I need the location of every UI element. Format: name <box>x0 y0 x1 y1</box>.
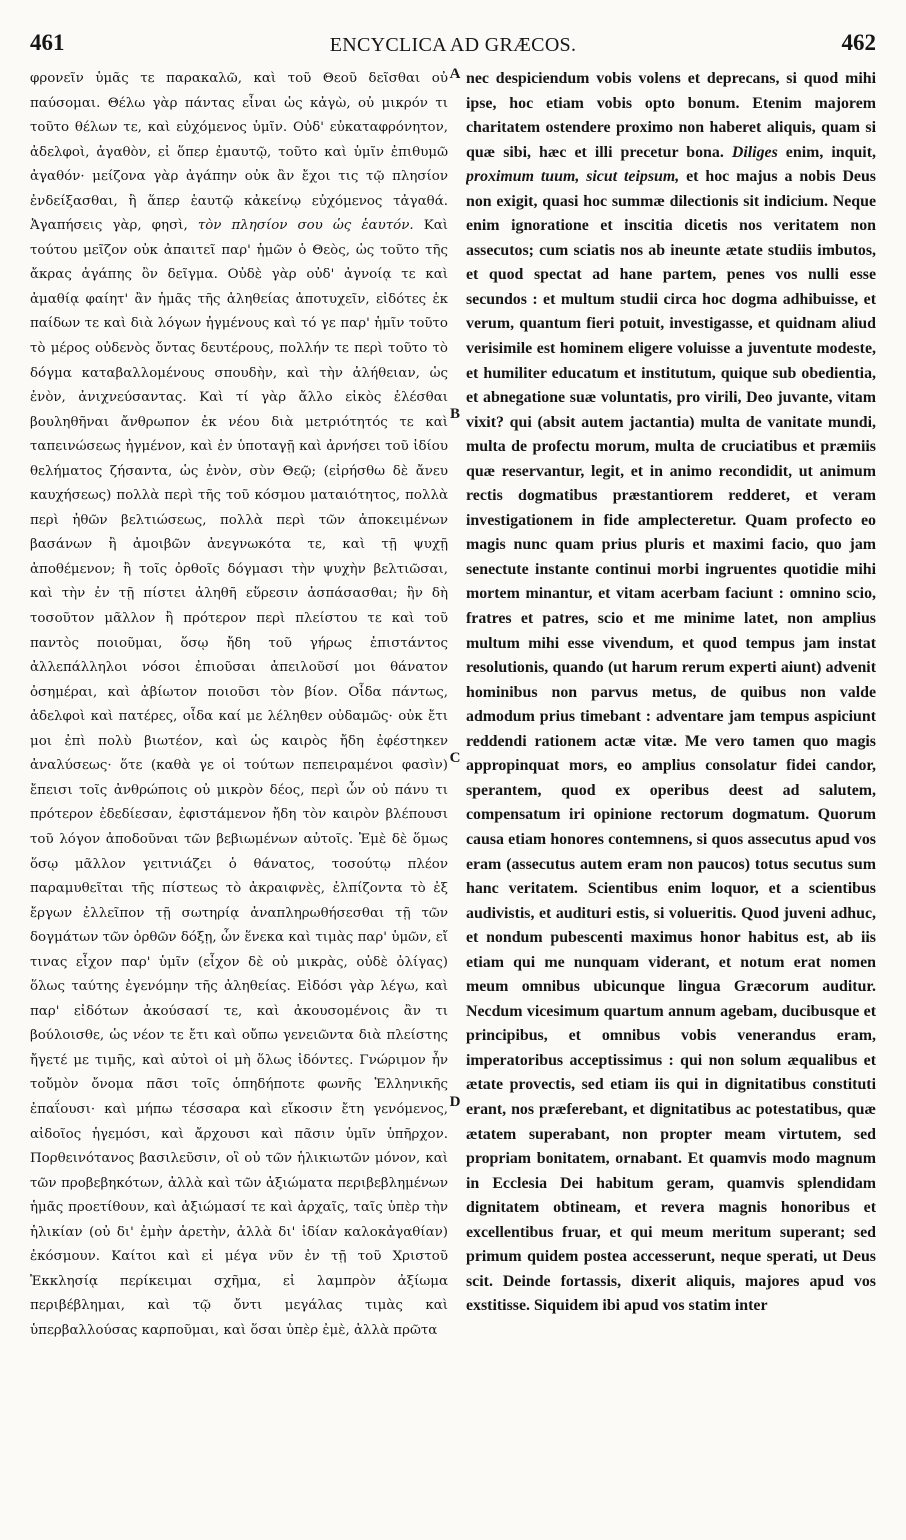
latin-column <box>466 67 876 1517</box>
latin-quote-intro: Diliges <box>731 143 778 161</box>
greek-quote-intro: Ἀγαπήσεις γὰρ, φησὶ, <box>30 218 188 234</box>
greek-column <box>30 67 448 1517</box>
running-title: ENCYCLICA AD GRÆCOS. <box>329 34 577 56</box>
section-marker-d: D <box>449 1094 461 1110</box>
latin-text-body: et hoc majus a nobis Deus non exigit, quasi hoc summæ dilectionis sit indicium. Neque enim ignoratione et inscitia dicetis nos veritatem non assecutos; cum sciatis nos ab ineunte ætate studiis imbutos, et quod spectat ad hane partem, penes vos nulli esse secundos : et multum studii circa hoc dogma adhibuisse, et verum, quantum fieri potuit, investigasse, et quidnam aliud verisimile est hominem eligere voluisse a juventute modeste, et humiliter educatum et institutum, quique sub obedientia, et abnegatione suæ voluntatis, pro virili, Deo juvante, vitam vixit? qui (absit autem jactantia) multa de vanitate mundi, multa de profectu morum, multa de cruciatibus et præmiis quæ reservantur, legit, et in animo recondidit, ut animum rectis dogmatibus præstantiorem redderet, et veram investigationem in fide amplecteretur. Quam profecto eo magis nunc quam prius pluris et maximi facio, quo jam senectute instante continui morbi ingruentes quotidie mihi mortem minantur, et vitam acerbam faciunt : omnino scio, fratres et patres, scio et me minime latet, non amplius multum mihi esse vivendum, et quod tempus jam instat resolutionis, quando (ut harum rerum experti aiunt) advenit hominibus non parvus metus, de quibus non valde admodum prius timebant : adventare jam tempus aspiciunt reddendi rationem actæ vitæ. Me vero tamen quo magis appropinquat mors, eo amplius consolatur fidei candor, sperantem, quod ex operibus deest ad salutem, compensatum iri opinione rectorum dogmatum. Quorum causa etiam honores contemnens, si quos assecutus apud vos eram (assecutus autem eram non paucos) totus secutus sum hanc veritatem. Scientibus enim loquor, et a scientibus audivistis, et audituri estis, si volueritis. Quod juveni adhuc, et nondum pubescenti maximus honor habitus est, ab iis etiam qui me nunquam viderant, et notum erat nomen meum omnibus ubicunque lingua Græcorum auditur. Necdum vicesimum quartum annum agebam, ducibusque et principibus, et omnibus vobis venerandus eram, imperatoribus acceptissimus : qui non solum æqualibus et ætate provectis, sed etiam iis qui in dignitatibus constituti erant, nos præferebant, et dignitatibus ac potestatibus, quæ ætatem superabant, non propter meam virtutem, sed propriam bonitatem, ornabant. Et quamvis modo magnum in Ecclesia Dei habitum geram, quamvis splendidam dignitatem obtineam, et revera magnis honoribus et excellentibus fruar, et qui meum meritum superant; sed primum quidem postea accesserunt, neque sperati, ut Deus scit. Deinde fortassis, dixerit aliquis, majores apud vos exstitisse. Siquidem ibi apud vos statim inter <box>466 168 876 1315</box>
greek-paragraph <box>30 67 448 1343</box>
greek-scripture-quote: τὸν πλησίον σου ὡς ἑαυτόν. <box>197 218 414 234</box>
page-number-right: 462 <box>841 30 876 55</box>
greek-text-body: Καὶ τούτου μεῖζον οὐκ ἀπαιτεῖ παρ' ἡμῶν ὁ Θεὸς, ὡς τοῦτο τῆς ἄκρας ἀγάπης ὂν δεῖγμα. Οὐδὲ γὰρ οὐδ' ἀγνοίᾳ τε καὶ ἀμαθίᾳ φαίητ' ἂν ἡμᾶς τῆς ἀληθείας ἀποτυχεῖν, εἰδότες ἐκ παίδων τε καὶ διὰ λόγων ἠγμένους καὶ τό γε παρ' ἡμῖν τοῦτο τὸ μέρος οὐδενὸς ὄντας δευτέρους, πολλήν τε περὶ τοῦτο τὸ δόγμα καταβαλλομένους σπουδὴν, καὶ τὴν ἀλήθειαν, ὡς ἐνὸν, ἀνιχνεύσαντας. Καὶ τί γὰρ ἄλλο εἰκὸς ἑλέσθαι βουληθῆναι ἄνθρωπον ἐκ νέου διὰ μετριότητός τε καὶ ταπεινώσεως ἠγμένον, καὶ ἐν ὑποταγῇ καὶ ἀρνήσει τοῦ ἰδίου θελήματος ζήσαντα, ὡς ἐνὸν, σὺν Θεῷ; (εἰρήσθω δὲ ἄνευ καυχήσεως) πολλὰ περὶ τῆς τοῦ κόσμου ματαιότητος, πολλὰ περὶ ἠθῶν βελτιώσεως, πολλὰ περὶ τῶν ἀποκειμένων βασάνων ἢ ἀμοιβῶν ἀνεγνωκότα τε, καὶ τῇ ψυχῇ ἀποθέμενον; ἢ τοῖς ὀρθοῖς δόγμασι τὴν ψυχὴν βελτιῶσαι, καὶ τὴν ἐν τῇ πίστει ἀληθῆ εὕρεσιν ἀσπάσασθαι; ἣν δὴ τοσοῦτον μᾶλλον ἢ πρότερον περὶ πλείστου τε καὶ τοῦ παντὸς ποιοῦμαι, ὅσῳ ἤδη τοῦ γήρως ἐπιστάντος ἀλλεπάλληλοι νόσοι ἐπιοῦσαι ἀπειλοῦσί μοι θάνατον ὁσημέραι, καὶ ἀβίωτον ποιοῦσι τὸν βίον. Οἶδα πάντως, ἀδελφοὶ καὶ πατέρες, οἶδα καί με λέληθεν οὐδαμῶς· οὐκ ἔτι μοι ἐπὶ πολὺ βιωτέον, καὶ ὡς καιρὸς ἤδη ἐφέστηκεν ἀναλύσεως· ὅτε (καθὰ γε οἱ τούτων πεπειραμένοι φασὶν) ἔπεισι τοῖς ἀνθρώποις οὐ μικρὸν δέος, περὶ ὧν οὐ πάνυ τι πρότερον ἐδεδίεσαν, ἐφιστάμενον ἤδη τὸν καιρὸν βλέπουσι τοῦ λόγον ἀποδοῦναι τῶν βεβιωμένων αὐτοῖς. Ἐμὲ δὲ ὅμως ὅσῳ μᾶλλον γειτνιάζει ὁ θάνατος, τοσούτῳ πλέον παραμυθεῖται τῆς πίστεως τὸ ἀκραιφνὲς, ἐλπίζοντα τὸ ἐξ ἔργων ἐλλεῖπον τῇ σωτηρίᾳ ἀναπληρωθήσεσθαι τῇ τῶν δογμάτων τῶν ὀρθῶν δόξῃ, ὧν ἕνεκα καὶ τιμὰς παρ' ὑμῶν, εἴ τινας εἶχον παρ' ὑμῖν (εἶχον δὲ οὐ μικρὰς, οὐδὲ ὀλίγας) ὅλως ταύτης ἐγενόμην τῆς ἀληθείας. Εἰδόσι γὰρ λέγω, καὶ παρ' εἰδότων ἀκούσασί τε, καὶ ἀκουσομένοις ἂν τι βούλοισθε, ὡς νέον τε ἔτι καὶ οὔπω γενειῶντα διὰ πλείστης ἤγετέ με τιμῆς, καὶ αὐτοὶ οἱ μὴ ὅλως ἰδόντες. Γνώριμον ἦν τοὔμὸν ὄνομα πᾶσι τοῖς ὁπηδήποτε φωνῆς Ἑλληνικῆς ἐπαΐουσι· καὶ μήπω τέσσαρα καὶ εἴκοσιν ἔτη γενόμενος, αἰδοῖος ἡγεμόσι, καὶ ἄρχουσι καὶ πᾶσιν ὑμῖν ὑπῆρχον. Πορθεινότανος βασιλεῦσιν, οἳ οὐ τῶν ἡλικιωτῶν μόνον, καὶ τῶν προβεβηκότων, ἀλλὰ καὶ τῶν ἀξιώματα περιβεβλημένων ἡμᾶς προετίθουν, καὶ ἀξιώμασί τε καὶ ἀρχαῖς, ταῖς ὑπὲρ τὴν ἡλικίαν (οὐ δι' ἐμὴν ἀρετὴν, ἀλλὰ δι' ἰδίαν καλοκἀγαθίαν) ἐκόσμουν. Καίτοι καὶ εἰ μέγα νῦν ἐν τῇ τοῦ Χριστοῦ Ἐκκλησίᾳ περίκειμαι σχῆμα, εἰ λαμπρὸν ἀξίωμα περιβέβλημαι, καὶ τῷ ὄντι μεγάλας τιμὰς καὶ ὑπερβαλλούσας καρποῦμαι, καὶ ὅσαι ὑπὲρ ἐμὲ, ἀλλὰ πρῶτα <box>30 218 448 1338</box>
latin-text-opening: nec despiciendum vobis volens et deprecans, si quod mihi ipse, hoc etiam vobis opto bonum. Etenim majorem charitatem ostendere proximo non haberet aliquis, quam si quæ sibi, hæc et illi precetur bona. <box>466 70 876 161</box>
latin-paragraph <box>466 67 876 1319</box>
latin-scripture-quote: proximum tuum, sicut teipsum, <box>466 168 680 186</box>
page-number-left: 461 <box>30 30 65 55</box>
section-marker-b: B <box>449 406 460 422</box>
section-marker-c: C <box>449 750 461 766</box>
greek-text-opening: φρονεῖν ὑμᾶς τε παρακαλῶ, καὶ τοῦ Θεοῦ δεῖσθαι οὐ παύσομαι. Θέλω γὰρ πάντας εἶναι ὡς κἀγὼ, οὐ μικρόν τι τοῦτο θέλων τε, καὶ εὐχόμενος ὑμῖν. Οὐδ' εὐκαταφρόνητον, ἀδελφοὶ, ἀγαθὸν, εἰ ὅπερ ἐμαυτῷ, τοῦτο καὶ ὑμῖν ἐπιθυμῶ ἀγαθόν· μείζονα γὰρ ἀγάπην οὐκ ἂν ἔχοι τις τῷ πλησίον ἐνδείξασθαι, ἢ ἅπερ ἑαυτῷ κἀκείνῳ εὐχόμενος τἀγαθά. <box>30 71 448 209</box>
latin-quote-connector: enim, inquit, <box>785 143 876 161</box>
running-header <box>30 30 876 64</box>
section-marker-a: A <box>449 66 461 82</box>
